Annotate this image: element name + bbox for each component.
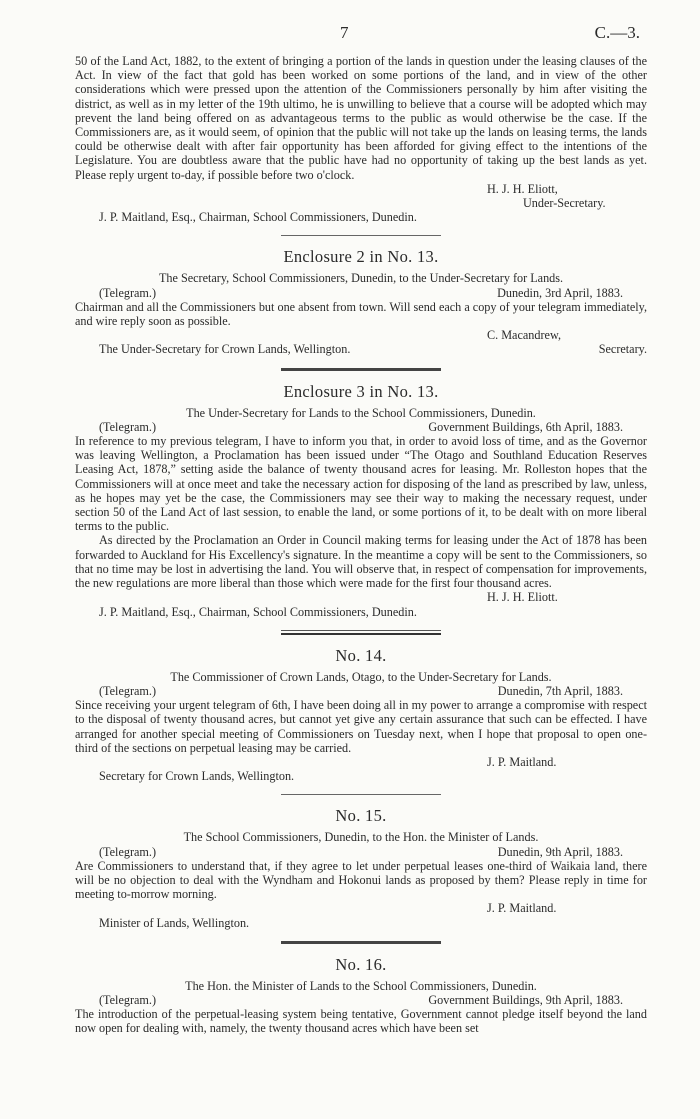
top-letter xyxy=(75,54,647,224)
section-divider xyxy=(281,368,441,371)
enclosure-3-title: Enclosure 3 in No. 13. xyxy=(283,381,439,401)
enclosure-3-telegram-label: (Telegram.) xyxy=(99,419,157,434)
section-divider xyxy=(281,630,441,635)
enclosure-2 xyxy=(75,247,647,356)
letter-no-14 xyxy=(75,646,647,784)
document-body xyxy=(75,54,647,1036)
top-letter-signature-title: Under-Secretary. xyxy=(523,196,606,211)
top-letter-paragraph: 50 of the Land Act, 1882, to the extent of bringing a portion of the lands in question under the leasing clauses of the Act. In view of the fact that gold has been worked on some portions of the land, and in view of the other considerations which were pressed upon the attention of the Commissioners personally by him after visiting the district, as well as in my letter of the 19th ultimo, he is unwilling to believe that a course will be adopted which may prevent the land being offered on as advantageous terms to the public as would otherwise be the case. If the Commissioners are, as it would seem, of opinion that the public will not take up the lands on leasing terms, the lands could be otherwise dealt with after fair opportunity has been afforded for giving effect to the intentions of the Legislature. You are doubtless aware that the public have had no opportunity of taking up the best lands as yet. Please reply urgent to-day, if possible before two o'clock. xyxy=(75,54,647,182)
enclosure-3 xyxy=(75,382,647,619)
no-16-title: No. 16. xyxy=(335,954,387,974)
no-14-from-to: The Commissioner of Crown Lands, Otago, to the Under-Secretary for Lands. xyxy=(170,669,552,684)
no-16-from-to: The Hon. the Minister of Lands to the School Commissioners, Dunedin. xyxy=(185,978,537,993)
no-16-telegram-line xyxy=(75,993,647,1007)
enclosure-2-paragraph: Chairman and all the Commissioners but one absent from town. Will send each a copy of your telegram immediately, and wire reply soon as possible. xyxy=(75,299,647,329)
enclosure-2-signature-title: Secretary. xyxy=(598,342,647,357)
no-15-telegram-line xyxy=(75,845,647,859)
enclosure-2-signature-name: C. Macandrew, xyxy=(487,328,561,343)
no-16-telegram-label: (Telegram.) xyxy=(99,992,157,1007)
section-divider xyxy=(281,794,441,795)
section-divider xyxy=(281,235,441,236)
enclosure-3-paragraph-1: In reference to my previous telegram, I have to inform you that, in order to avoid loss of time, and as the Governor was leaving Wellington, a Proclamation has been issued under “The Otago and Southland Education Reserves Leasing Act, 1878,” setting aside the balance of twenty thousand acres for leasing. Mr. Rolleston hopes that the Commissioners will at once meet and take the necessary action for disposing of the land as prescribed by law, unless, as he hopes may yet be the case, the Commissioners may see their way to making the necessary request, under section 50 of the Land Act of last session, to enable the land, or some portions of it, to be dealt with on more liberal terms to the public. xyxy=(75,434,647,534)
enclosure-3-signature-name: H. J. H. Eliott. xyxy=(487,590,558,605)
no-14-telegram-label: (Telegram.) xyxy=(99,683,157,698)
no-14-title: No. 14. xyxy=(335,645,387,665)
no-15-from-to: The School Commissioners, Dunedin, to the Hon. the Minister of Lands. xyxy=(183,830,539,845)
enclosure-2-telegram-label: (Telegram.) xyxy=(99,285,157,300)
enclosure-2-from-to: The Secretary, School Commissioners, Dunedin, to the Under-Secretary for Lands. xyxy=(158,271,564,286)
document-reference: C.—3. xyxy=(594,23,640,42)
no-14-paragraph: Since receiving your urgent telegram of 6th, I have been doing all in my power to arrange a compromise with respect to the disposal of twenty thousand acres, but cannot yet give any certain assurance that such can be effected. I have arranged for another special meeting of Commissioners on Tuesday next, when I hope that proposal to open one-third of the sections on perpetual leasing may be carried. xyxy=(75,698,647,755)
no-14-place-date: Dunedin, 7th April, 1883. xyxy=(497,683,623,698)
no-14-telegram-line xyxy=(75,684,647,698)
enclosure-3-telegram-line xyxy=(75,420,647,434)
enclosure-2-telegram-line xyxy=(75,286,647,300)
enclosure-3-place-date: Government Buildings, 6th April, 1883. xyxy=(428,419,623,434)
section-divider xyxy=(281,941,441,944)
page-number: 7 xyxy=(340,23,349,42)
no-15-title: No. 15. xyxy=(335,806,387,826)
letter-no-15 xyxy=(75,806,647,929)
enclosure-3-paragraph-2: As directed by the Proclamation an Order in Council making terms for leasing under the Act of 1878 has been forwarded to Auckland for His Excellency's signature. In the meantime a copy will be sent to the Commissioners, so that no time may be lost in advertising the land. You will observe that, in respect of compensation for improvements, the new regulations are more liberal than those which were made for the first four thousand acres. xyxy=(75,533,647,591)
enclosure-3-addressee: J. P. Maitland, Esq., Chairman, School Commissioners, Dunedin. xyxy=(99,604,417,619)
no-14-addressee: Secretary for Crown Lands, Wellington. xyxy=(99,769,295,784)
no-15-addressee: Minister of Lands, Wellington. xyxy=(99,915,250,930)
no-14-signature-name: J. P. Maitland. xyxy=(487,754,557,769)
no-15-paragraph: Are Commissioners to understand that, if they agree to let under perpetual leases one-third of Waikaia land, there will be no objection to deal with the Wyndham and Hokonui lands as proposed by them? Please reply in time for meeting to-morrow morning. xyxy=(75,858,647,902)
enclosure-2-closing-line xyxy=(75,342,647,356)
no-16-paragraph: The introduction of the perpetual-leasing system being tentative, Government cannot pledge itself beyond the land now open for dealing with, namely, the twenty thousand acres which have been set xyxy=(75,1007,647,1036)
enclosure-2-place-date: Dunedin, 3rd April, 1883. xyxy=(497,285,623,300)
no-15-signature-name: J. P. Maitland. xyxy=(487,901,557,916)
letter-no-16 xyxy=(75,955,647,1036)
enclosure-2-title: Enclosure 2 in No. 13. xyxy=(283,247,439,267)
top-letter-signature-name: H. J. H. Eliott, xyxy=(487,181,558,196)
enclosure-2-addressee: The Under-Secretary for Crown Lands, Wellington. xyxy=(99,342,351,357)
no-15-telegram-label: (Telegram.) xyxy=(99,844,157,859)
no-16-place-date: Government Buildings, 9th April, 1883. xyxy=(428,992,623,1007)
page-header xyxy=(0,23,700,48)
top-letter-addressee: J. P. Maitland, Esq., Chairman, School Commissioners, Dunedin. xyxy=(99,210,417,225)
no-15-place-date: Dunedin, 9th April, 1883. xyxy=(497,844,623,859)
enclosure-3-from-to: The Under-Secretary for Lands to the School Commissioners, Dunedin. xyxy=(186,405,536,420)
